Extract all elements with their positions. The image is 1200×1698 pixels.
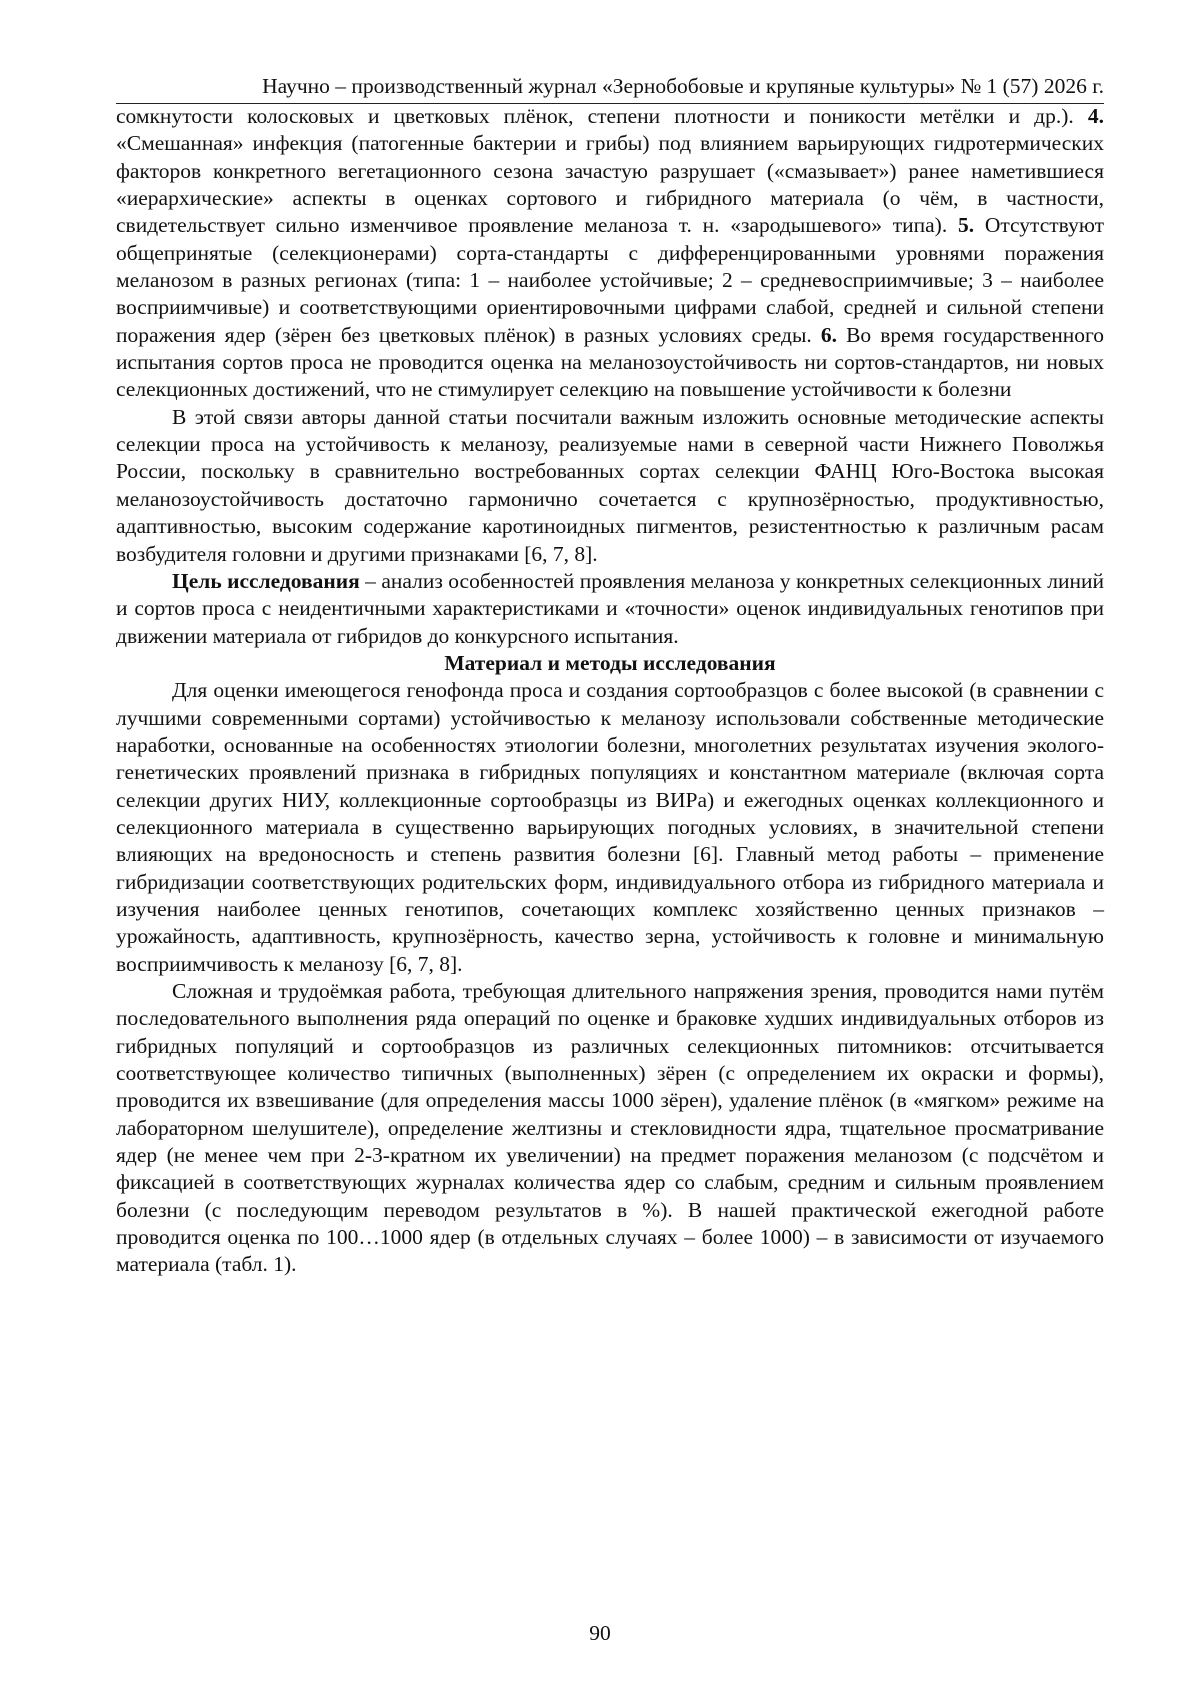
running-head: Научно – производственный журнал «Зернобобовые и крупяные культуры» № 1 (57) 2026 г. bbox=[262, 74, 1104, 98]
list-number-5: 5. bbox=[957, 213, 975, 238]
paragraph-context: В этой связи авторы данной статьи посчитали важным изложить основные методические аспекты селекции проса на устойчивость к меланозу, реализуемые нами в северной части Нижнего Поволжья России, поскольку в сравнительно востребованных сортах селекции ФАНЦ Юго-Востока высокая меланозоустойчивость достаточно гармонично сочетается с крупнозёрностью, продуктивностью, адаптивностью, высоким содержание каротиноидных пигментов, резистентностью к различным расам возбудителя головни и другими признаками [6, 7, 8]. bbox=[116, 404, 1104, 566]
paragraph-aim bbox=[116, 568, 1104, 650]
paragraph-methods: Для оценки имеющегося генофонда проса и создания сортообразцов с более высокой (в сравнении с лучшими современными сортами) устойчивостью к меланозу использовали собственные методические наработки, основанные на особенностях этиологии болезни, многолетних результатах изучения эколого-генетических проявлений признака в гибридных популяциях и константном материале (включая сорта селекции других НИУ, коллекционные сортообразцы из ВИРа) и ежегодных оценках коллекционного и селекционного материала в существенно варьирующих погодных условиях, в значительной степени влияющих на вредоносность и степень развития болезни [6]. Главный метод работы – применение гибридизации соответствующих родительских форм, индивидуального отбора из гибридного материала и изучения наиболее ценных генотипов, сочетающих комплекс хозяйственно ценных признаков – урожайность, адаптивность, крупнозёрность, качество зерна, устойчивость к головне и минимальную восприимчивость к меланозу [6, 7, 8]. bbox=[116, 678, 1104, 976]
aim-lead: Цель исследования bbox=[172, 568, 360, 593]
list-number-4: 4. bbox=[1087, 104, 1104, 128]
paragraph-procedure: Сложная и трудоёмкая работа, требующая длительного напряжения зрения, проводится нами путём последовательного выполнения ряда операций по оценке и браковке худших индивидуальных отборов из гибридных популяций и сортообразцов из различных селекционных питомников: отсчитывается соответствующее количество типичных (выполненных) зёрен (с определением их окраски и формы), проводится их взвешивание (для определения массы 1000 зёрен), удаление плёнок (в «мягком» режиме на лабораторном шелушителе), определение желтизны и стекловидности ядра, тщательное просматривание ядер (не менее чем при 2-3-кратном их увеличении) на предмет поражения меланозом (с подсчётом и фиксацией в соответствующих журналах количества ядер со слабым, средним и сильным проявлением болезни (с последующим переводом результатов в %). В нашей практической ежегодной работе проводится оценка по 100…1000 ядер (в отдельных случаях – более 1000) – в зависимости от изучаемого материала (табл. 1). bbox=[116, 979, 1104, 1277]
paragraph-continuation bbox=[116, 103, 1104, 404]
article-body bbox=[116, 103, 1104, 1279]
aim-text: – анализ особенностей проявления меланоза у конкретных селекционных линий и сортов проса с неидентичными характеристиками и «точности» оценок индивидуальных генотипов при движении материала от гибридов до конкурсного испытания. bbox=[116, 568, 1104, 648]
paragraph-text: Во время государственного испытания сортов проса не проводится оценка на меланозоустойчивость ни сортов-стандартов, ни новых селекционных достижений, что не стимулирует селекцию на повышение устойчивости к болезни bbox=[116, 322, 1104, 402]
paragraph-text: «Смешанная» инфекция (патогенные бактерии и грибы) под влиянием варьирующих гидротермических факторов конкретного вегетационного сезона зачастую разрушает («смазывает») ранее наметившиеся «иерархические» аспекты в оценках сортового и гибридного материала (о чём, в частности, свидетельствует сильно изменчивое проявление меланоза т. н. «зародышевого» типа). bbox=[116, 131, 1104, 238]
page-number: 90 bbox=[589, 1621, 611, 1645]
list-number-6: 6. bbox=[820, 322, 837, 347]
paragraph-text: сомкнутости колосковых и цветковых плёнок, степени плотности и поникости метёлки и др.). bbox=[116, 104, 1088, 128]
section-heading: Материал и методы исследования bbox=[444, 650, 776, 675]
paragraph-text: Отсутствуют общепринятые (селекционерами) сорта-стандарты с дифференцированными уровнями поражения меланозом в разных регионах (типа: 1 – наиболее устойчивые; 2 – средневосприимчивые; 3 – наиболее восприимчивые) и соответствующими ориентировочными цифрами слабой, средней и сильной степени поражения ядер (зёрен без цветковых плёнок) в разных условиях среды. bbox=[116, 213, 1104, 347]
